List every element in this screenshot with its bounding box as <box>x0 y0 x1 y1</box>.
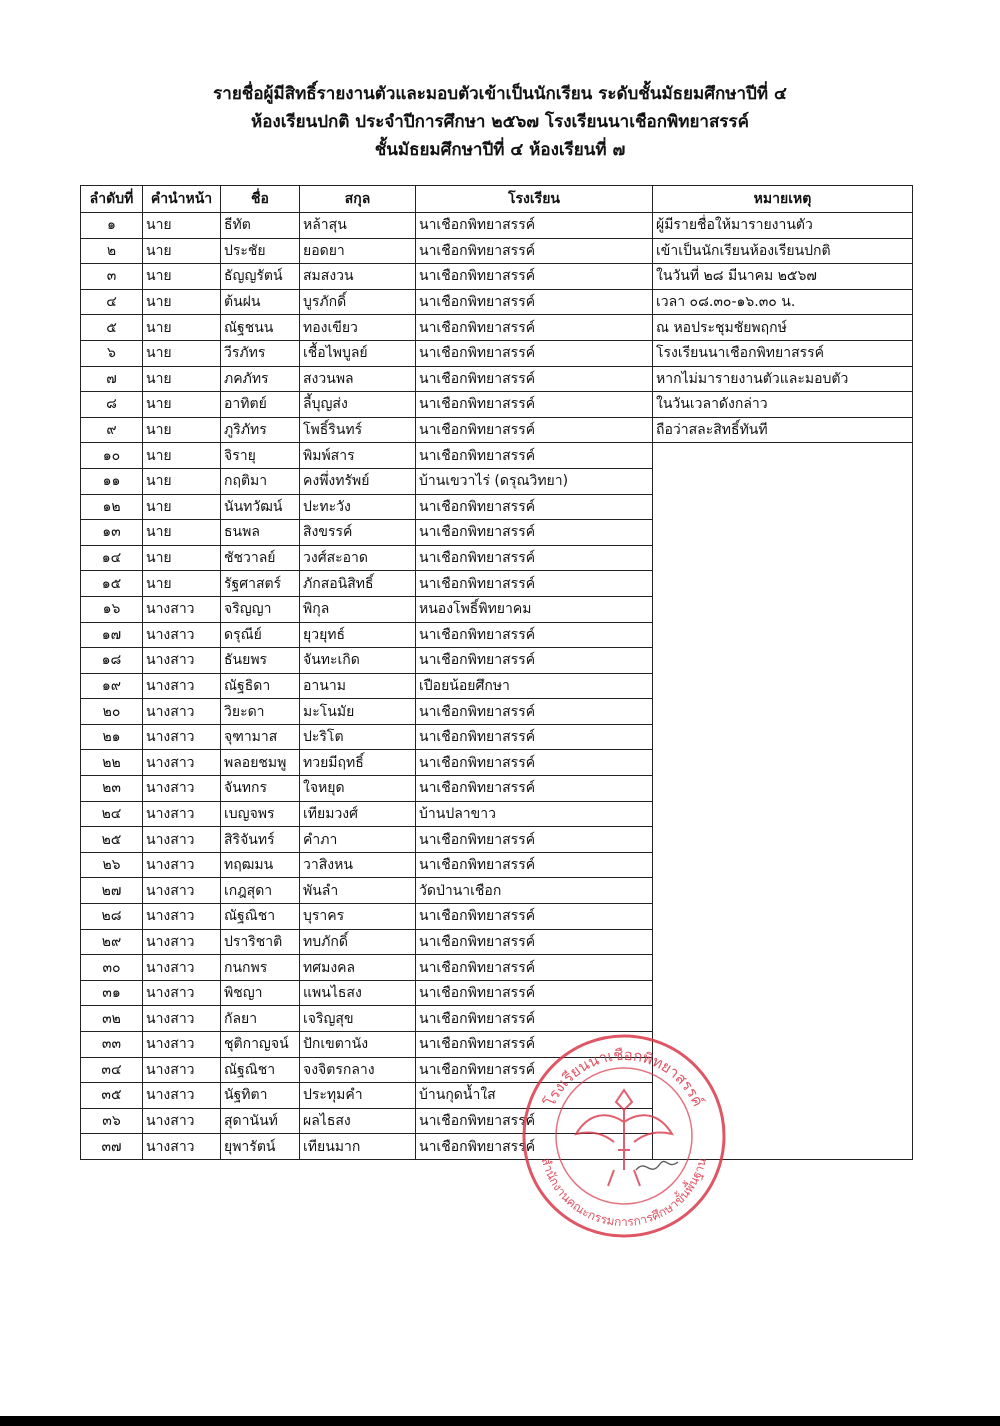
last-name-cell: จันทะเกิด <box>300 648 416 674</box>
first-name-cell: ธันยพร <box>221 648 300 674</box>
column-header-school: โรงเรียน <box>416 186 653 213</box>
first-name-cell: จิรายุ <box>221 443 300 469</box>
order-cell: ๖ <box>81 340 143 366</box>
last-name-cell: ใจหยุด <box>300 776 416 802</box>
order-cell: ๑๘ <box>81 648 143 674</box>
first-name-cell: กนกพร <box>221 955 300 981</box>
table-row <box>81 238 913 264</box>
first-name-cell: กัลยา <box>221 1006 300 1032</box>
school-cell: นาเชือกพิทยาสรรค์ <box>416 238 653 264</box>
first-name-cell: ชัชวาลย์ <box>221 545 300 571</box>
school-cell: นาเชือกพิทยาสรรค์ <box>416 1057 653 1083</box>
prefix-cell: นางสาว <box>143 1006 221 1032</box>
prefix-cell: นางสาว <box>143 801 221 827</box>
order-cell: ๓๖ <box>81 1108 143 1134</box>
last-name-cell: ปักเขตานัง <box>300 1032 416 1058</box>
column-header-remark: หมายเหตุ <box>653 186 913 213</box>
school-cell: นาเชือกพิทยาสรรค์ <box>416 443 653 469</box>
order-cell: ๑๗ <box>81 622 143 648</box>
order-cell: ๑๙ <box>81 673 143 699</box>
school-cell: นาเชือกพิทยาสรรค์ <box>416 417 653 443</box>
scan-bottom-edge <box>0 1416 1000 1426</box>
school-cell: นาเชือกพิทยาสรรค์ <box>416 776 653 802</box>
prefix-cell: นาย <box>143 443 221 469</box>
order-cell: ๘ <box>81 392 143 418</box>
prefix-cell: นาย <box>143 213 221 239</box>
school-cell: หนองโพธิ์พิทยาคม <box>416 596 653 622</box>
remark-note-line: โรงเรียนนาเชือกพิทยาสรรค์ <box>653 340 913 366</box>
table-row <box>81 392 913 418</box>
last-name-cell: ทบภักดิ์ <box>300 929 416 955</box>
order-cell: ๑๖ <box>81 596 143 622</box>
school-cell: นาเชือกพิทยาสรรค์ <box>416 571 653 597</box>
order-cell: ๒๒ <box>81 750 143 776</box>
first-name-cell: ชุติกาญจน์ <box>221 1032 300 1058</box>
remark-note-line: ผู้มีรายชื่อให้มารายงานตัว <box>653 213 913 239</box>
first-name-cell: ต้นฝน <box>221 289 300 315</box>
order-cell: ๒๔ <box>81 801 143 827</box>
last-name-cell: พิกุล <box>300 596 416 622</box>
last-name-cell: สมสงวน <box>300 264 416 290</box>
prefix-cell: นางสาว <box>143 955 221 981</box>
first-name-cell: นัฐทิตา <box>221 1083 300 1109</box>
first-name-cell: วีรภัทร <box>221 340 300 366</box>
first-name-cell: ณัฐธิดา <box>221 673 300 699</box>
table-row <box>81 289 913 315</box>
first-name-cell: ภคภัทร <box>221 366 300 392</box>
first-name-cell: ธัญญรัตน์ <box>221 264 300 290</box>
first-name-cell: พิชญา <box>221 980 300 1006</box>
last-name-cell: คงพึ่งทรัพย์ <box>300 468 416 494</box>
prefix-cell: นาย <box>143 468 221 494</box>
prefix-cell: นาย <box>143 340 221 366</box>
first-name-cell: ณัฐณิชา <box>221 904 300 930</box>
prefix-cell: นางสาว <box>143 724 221 750</box>
school-cell: นาเชือกพิทยาสรรค์ <box>416 494 653 520</box>
school-cell: นาเชือกพิทยาสรรค์ <box>416 366 653 392</box>
last-name-cell: อานาม <box>300 673 416 699</box>
school-cell: นาเชือกพิทยาสรรค์ <box>416 904 653 930</box>
first-name-cell: ดรุณีย์ <box>221 622 300 648</box>
first-name-cell: จันทกร <box>221 776 300 802</box>
school-cell: นาเชือกพิทยาสรรค์ <box>416 264 653 290</box>
prefix-cell: นางสาว <box>143 750 221 776</box>
table-body <box>81 213 913 1160</box>
last-name-cell: ภักสอนิสิทธิ์ <box>300 571 416 597</box>
prefix-cell: นางสาว <box>143 1032 221 1058</box>
last-name-cell: จงจิตรกลาง <box>300 1057 416 1083</box>
document-title-line-3: ชั้นมัธยมศึกษาปีที่ ๔ ห้องเรียนที่ ๗ <box>374 140 626 160</box>
order-cell: ๓ <box>81 264 143 290</box>
first-name-cell: ปราริชาติ <box>221 929 300 955</box>
last-name-cell: มะโนมัย <box>300 699 416 725</box>
first-name-cell: พลอยชมพู <box>221 750 300 776</box>
prefix-cell: นาย <box>143 289 221 315</box>
prefix-cell: นาย <box>143 366 221 392</box>
column-header-first-name: ชื่อ <box>221 186 300 213</box>
first-name-cell: จริญญา <box>221 596 300 622</box>
school-cell: นาเชือกพิทยาสรรค์ <box>416 340 653 366</box>
table-row <box>81 213 913 239</box>
last-name-cell: ทศมงคล <box>300 955 416 981</box>
school-cell: นาเชือกพิทยาสรรค์ <box>416 392 653 418</box>
school-cell: นาเชือกพิทยาสรรค์ <box>416 955 653 981</box>
prefix-cell: นางสาว <box>143 596 221 622</box>
prefix-cell: นางสาว <box>143 1134 221 1160</box>
school-cell: นาเชือกพิทยาสรรค์ <box>416 827 653 853</box>
prefix-cell: นางสาว <box>143 673 221 699</box>
order-cell: ๑๑ <box>81 468 143 494</box>
first-name-cell: ณัฐชนน <box>221 315 300 341</box>
first-name-cell: รัฐศาสตร์ <box>221 571 300 597</box>
prefix-cell: นาย <box>143 520 221 546</box>
garuda-emblem-icon <box>576 1090 672 1186</box>
first-name-cell: กฤติมา <box>221 468 300 494</box>
last-name-cell: แพนไธสง <box>300 980 416 1006</box>
table-row <box>81 366 913 392</box>
first-name-cell: ธีทัต <box>221 213 300 239</box>
school-cell: นาเชือกพิทยาสรรค์ <box>416 852 653 878</box>
prefix-cell: นางสาว <box>143 929 221 955</box>
school-cell: นาเชือกพิทยาสรรค์ <box>416 1108 653 1134</box>
last-name-cell: เทียมวงศ์ <box>300 801 416 827</box>
first-name-cell: ธนพล <box>221 520 300 546</box>
last-name-cell: บูรภักดิ์ <box>300 289 416 315</box>
school-cell: นาเชือกพิทยาสรรค์ <box>416 289 653 315</box>
school-cell: นาเชือกพิทยาสรรค์ <box>416 980 653 1006</box>
first-name-cell: อาทิตย์ <box>221 392 300 418</box>
prefix-cell: นางสาว <box>143 699 221 725</box>
prefix-cell: นาย <box>143 417 221 443</box>
document-title-line-2: ห้องเรียนปกติ ประจำปีการศึกษา ๒๕๖๗ โรงเรียนนาเชือกพิทยาสรรค์ <box>251 112 749 132</box>
prefix-cell: นางสาว <box>143 827 221 853</box>
prefix-cell: นางสาว <box>143 1108 221 1134</box>
last-name-cell: ยุวยุทธ์ <box>300 622 416 648</box>
school-cell: นาเชือกพิทยาสรรค์ <box>416 648 653 674</box>
last-name-cell: ยอดยา <box>300 238 416 264</box>
order-cell: ๓๕ <box>81 1083 143 1109</box>
school-cell: นาเชือกพิทยาสรรค์ <box>416 213 653 239</box>
first-name-cell: ณัฐณิชา <box>221 1057 300 1083</box>
order-cell: ๒๖ <box>81 852 143 878</box>
order-cell: ๑๐ <box>81 443 143 469</box>
last-name-cell: พิมพ์สาร <box>300 443 416 469</box>
column-header-order: ลำดับที่ <box>81 186 143 213</box>
first-name-cell: วิยะดา <box>221 699 300 725</box>
school-seal-stamp <box>518 1030 730 1242</box>
school-cell: นาเชือกพิทยาสรรค์ <box>416 520 653 546</box>
last-name-cell: โพธิ์รินทร์ <box>300 417 416 443</box>
order-cell: ๓๑ <box>81 980 143 1006</box>
order-cell: ๓๗ <box>81 1134 143 1160</box>
table-row <box>81 443 913 469</box>
order-cell: ๒๓ <box>81 776 143 802</box>
first-name-cell: ภูริภัทร <box>221 417 300 443</box>
prefix-cell: นาย <box>143 238 221 264</box>
order-cell: ๒๐ <box>81 699 143 725</box>
first-name-cell: ทฤฒมน <box>221 852 300 878</box>
school-cell: เปือยน้อยศึกษา <box>416 673 653 699</box>
table-row <box>81 340 913 366</box>
last-name-cell: เชื้อไพบูลย์ <box>300 340 416 366</box>
last-name-cell: สงวนพล <box>300 366 416 392</box>
prefix-cell: นาย <box>143 315 221 341</box>
table-row <box>81 315 913 341</box>
last-name-cell: สิงขรรค์ <box>300 520 416 546</box>
prefix-cell: นางสาว <box>143 648 221 674</box>
last-name-cell: ประทุมคำ <box>300 1083 416 1109</box>
remark-note-line: ณ หอประชุมชัยพฤกษ์ <box>653 315 913 341</box>
remark-note-line: เข้าเป็นนักเรียนห้องเรียนปกติ <box>653 238 913 264</box>
prefix-cell: นางสาว <box>143 852 221 878</box>
table-row <box>81 264 913 290</box>
school-cell: นาเชือกพิทยาสรรค์ <box>416 929 653 955</box>
first-name-cell: สิริจันทร์ <box>221 827 300 853</box>
order-cell: ๒๑ <box>81 724 143 750</box>
last-name-cell: หล้าสุน <box>300 213 416 239</box>
last-name-cell: บุราคร <box>300 904 416 930</box>
first-name-cell: เกฎสุดา <box>221 878 300 904</box>
last-name-cell: ทองเขียว <box>300 315 416 341</box>
last-name-cell: วาสิงหน <box>300 852 416 878</box>
prefix-cell: นาย <box>143 545 221 571</box>
order-cell: ๗ <box>81 366 143 392</box>
last-name-cell: วงศ์สะอาด <box>300 545 416 571</box>
last-name-cell: ทวยมีฤทธิ์ <box>300 750 416 776</box>
school-cell: นาเชือกพิทยาสรรค์ <box>416 1134 653 1160</box>
prefix-cell: นางสาว <box>143 1083 221 1109</box>
last-name-cell: ลี้บุญส่ง <box>300 392 416 418</box>
prefix-cell: นาย <box>143 264 221 290</box>
column-header-last-name: สกุล <box>300 186 416 213</box>
table-header-row <box>81 186 913 213</box>
remark-note-line: ในวันเวลาดังกล่าว <box>653 392 913 418</box>
seal-bottom-text: สำนักงานคณะกรรมการการศึกษาขั้นพื้นฐาน <box>538 1156 710 1230</box>
order-cell: ๓๒ <box>81 1006 143 1032</box>
order-cell: ๒ <box>81 238 143 264</box>
prefix-cell: นางสาว <box>143 904 221 930</box>
prefix-cell: นาย <box>143 494 221 520</box>
first-name-cell: นันทวัฒน์ <box>221 494 300 520</box>
first-name-cell: ยุพารัตน์ <box>221 1134 300 1160</box>
last-name-cell: ปะริโต <box>300 724 416 750</box>
last-name-cell: เจริญสุข <box>300 1006 416 1032</box>
remark-note-line: หากไม่มารายงานตัวและมอบตัว <box>653 366 913 392</box>
remark-note-line: ในวันที่ ๒๘ มีนาคม ๒๕๖๗ <box>653 264 913 290</box>
student-roster-table <box>80 185 913 1160</box>
school-cell: นาเชือกพิทยาสรรค์ <box>416 622 653 648</box>
order-cell: ๒๙ <box>81 929 143 955</box>
school-cell: นาเชือกพิทยาสรรค์ <box>416 1032 653 1058</box>
order-cell: ๓๐ <box>81 955 143 981</box>
school-cell: บ้านปลาขาว <box>416 801 653 827</box>
column-header-prefix: คำนำหน้า <box>143 186 221 213</box>
prefix-cell: นางสาว <box>143 776 221 802</box>
seal-top-text: โรงเรียนนาเชือกพิทยาสรรค์ <box>540 1045 708 1110</box>
school-cell: นาเชือกพิทยาสรรค์ <box>416 750 653 776</box>
document-title-line-1: รายชื่อผู้มีสิทธิ์รายงานตัวและมอบตัวเข้าเป็นนักเรียน ระดับชั้นมัธยมศึกษาปีที่ ๔ <box>213 84 787 104</box>
last-name-cell: เทียนมาก <box>300 1134 416 1160</box>
last-name-cell: คำภา <box>300 827 416 853</box>
order-cell: ๔ <box>81 289 143 315</box>
prefix-cell: นาย <box>143 392 221 418</box>
school-cell: นาเชือกพิทยาสรรค์ <box>416 699 653 725</box>
order-cell: ๙ <box>81 417 143 443</box>
remark-note-line: เวลา ๐๘.๓๐-๑๖.๓๐ น. <box>653 289 913 315</box>
first-name-cell: สุดานันท์ <box>221 1108 300 1134</box>
school-cell: นาเชือกพิทยาสรรค์ <box>416 545 653 571</box>
remark-note-line: ถือว่าสละสิทธิ์ทันที <box>653 417 913 443</box>
first-name-cell: ประชัย <box>221 238 300 264</box>
prefix-cell: นางสาว <box>143 622 221 648</box>
school-cell: นาเชือกพิทยาสรรค์ <box>416 1006 653 1032</box>
prefix-cell: นางสาว <box>143 878 221 904</box>
last-name-cell: ปะทะวัง <box>300 494 416 520</box>
order-cell: ๑๔ <box>81 545 143 571</box>
prefix-cell: นางสาว <box>143 1057 221 1083</box>
order-cell: ๑๕ <box>81 571 143 597</box>
order-cell: ๑๓ <box>81 520 143 546</box>
order-cell: ๒๕ <box>81 827 143 853</box>
order-cell: ๓๔ <box>81 1057 143 1083</box>
order-cell: ๓๓ <box>81 1032 143 1058</box>
school-cell: นาเชือกพิทยาสรรค์ <box>416 315 653 341</box>
school-cell: วัดป่านาเชือก <box>416 878 653 904</box>
signature-mark <box>636 1161 678 1170</box>
first-name-cell: จุฑามาส <box>221 724 300 750</box>
order-cell: ๑ <box>81 213 143 239</box>
order-cell: ๒๘ <box>81 904 143 930</box>
school-cell: บ้านเขวาไร่ (ดรุณวิทยา) <box>416 468 653 494</box>
last-name-cell: พันลำ <box>300 878 416 904</box>
school-cell: นาเชือกพิทยาสรรค์ <box>416 724 653 750</box>
prefix-cell: นาย <box>143 571 221 597</box>
prefix-cell: นางสาว <box>143 980 221 1006</box>
order-cell: ๒๗ <box>81 878 143 904</box>
last-name-cell: ผลไธสง <box>300 1108 416 1134</box>
order-cell: ๑๒ <box>81 494 143 520</box>
school-cell: บ้านกุดน้ำใส <box>416 1083 653 1109</box>
first-name-cell: เบญจพร <box>221 801 300 827</box>
order-cell: ๕ <box>81 315 143 341</box>
table-row <box>81 417 913 443</box>
